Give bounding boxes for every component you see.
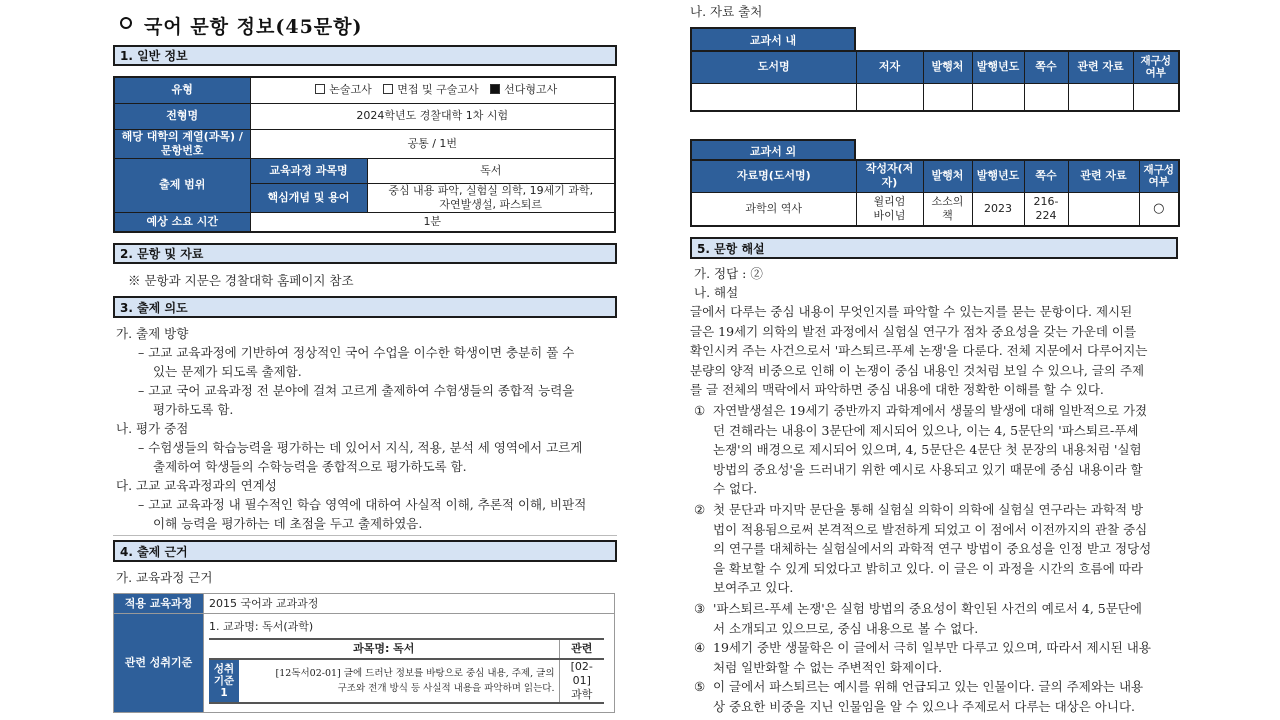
inside-textbook-tab: 교과서 내	[690, 27, 856, 51]
subject-label: 교육과정 과목명	[250, 158, 367, 183]
cell-related	[1068, 192, 1139, 226]
related-header: 관련	[571, 642, 593, 655]
table-row	[114, 158, 615, 183]
answer: 가. 정답 : ②	[694, 266, 763, 281]
type-label: 유형	[114, 77, 250, 103]
course-line: 1. 교과명: 독서(과학)	[209, 620, 314, 633]
cell	[856, 83, 923, 111]
col-header: 발행처	[923, 51, 972, 83]
cell-title: 과학의 역사	[691, 192, 856, 226]
cell	[691, 83, 856, 111]
cell	[1024, 83, 1068, 111]
standard-cell	[204, 614, 615, 713]
table-row	[209, 659, 604, 703]
curriculum-table	[113, 593, 615, 713]
cell-pages: 216-224	[1024, 192, 1068, 226]
table-row	[114, 614, 615, 713]
table-row	[114, 594, 615, 614]
standard-label: 관련 성취기준	[114, 614, 204, 713]
general-info-table	[113, 76, 616, 233]
col-header: 재구성 여부	[1139, 160, 1179, 192]
option-4-number: ④	[694, 640, 706, 655]
circle-mark-icon: ○	[1139, 192, 1179, 226]
table-row	[691, 51, 1179, 83]
col-header: 도서명	[691, 51, 856, 83]
cell-author: 윌리엄 바이넘	[856, 192, 923, 226]
cell	[1133, 83, 1179, 111]
col-header: 자료명(도서명)	[691, 160, 856, 192]
cell	[923, 83, 972, 111]
curriculum-label: 적용 교육과정	[114, 594, 204, 614]
cell	[1068, 83, 1133, 111]
basis-subtitle: 가. 교육과정 근거	[116, 570, 213, 585]
standard-tag: 성취 기준 1	[209, 659, 239, 703]
time-value: 1분	[250, 212, 615, 232]
section-header-basis: 4. 출제 근거	[113, 540, 617, 562]
subject-header: 과목명: 독서	[209, 639, 559, 659]
option-1-number: ①	[694, 403, 706, 418]
concept-label: 핵심개념 및 용어	[250, 183, 367, 212]
col-header: 관련 자료	[1068, 160, 1139, 192]
type-options: 논술고사 면접 및 구술고사 선다형고사	[250, 77, 615, 103]
section-header-intent: 3. 출제 의도	[113, 296, 617, 318]
outside-textbook-table	[690, 159, 1180, 227]
table-row	[691, 160, 1179, 192]
document-title: 국어 문항 정보(45문항)	[120, 12, 362, 39]
table-row	[114, 212, 615, 232]
col-header: 저자	[856, 51, 923, 83]
left-page: 국어 문항 정보(45문항) 1. 일반 정보 유형 논술고사 면접 및 구술고사 선다형고사 전형명 2024학년도 경찰대학 1차 시험 해당 대학의 계열(과목) / 문항번호 공통 / 1번 출제 범위 교육과정 과목명 독서 핵심개념 및 용어 중심 내용 파악, 실험실 의학, 19세기 과학, 자연발생설, 파스퇴르 예상 소요 시간 1분 2. 문항 및 자료 ※ 문항과 지문은 경찰대학 홈페이지 참조 3. 출제 의도 가. 출제 방향 – 고교 교육과정에 기반하여 정상적인 국어 수업을 이수한 학생이면 충분히 풀 수 있는 문제가 되도록 출제함. – 고교 국어 교육과정 전 분야에 걸쳐 고르게 출제하여 수험생들의 종합적 능력을 평가하도록 함. 나. 평가 중점 – 수험생들의 학습능력을 평가하는 데 있어서 지식, 적용, 분석 세 영역에서 고르게 출제하여 학생들의 수학능력을 종합적으로 평가하도록 함. 다. 고교 교육과정과의 연계성 – 고교 교육과정 내 필수적인 학습 영역에 대하여 사실적 이해, 추론적 이해, 비판적 이해 능력을 평가하는 데 초점을 두고 출제하였음. 4. 출제 근거 가. 교육과정 근거 적용 교육과정 2015 국어과 교과과정 관련 성취기준 1. 교과명: 독서(과학) 과목명: 독서 관련 성취 기준 1 [12독서02-01] 글에 드러난 정보를 바탕으로 중심 내용, 주제, 글의 구조와 전개 방식 등 사실적 내용을 파악하며 읽는다. [02-01] 과학	[100, 0, 640, 720]
col-header: 쪽수	[1024, 160, 1068, 192]
col-header: 발행처	[923, 160, 972, 192]
checkbox-unchecked-icon[interactable]	[315, 84, 325, 94]
dept-value: 공통 / 1번	[250, 129, 615, 158]
scope-label: 출제 범위	[114, 158, 250, 212]
right-page: 나. 자료 출처 교과서 내 도서명 저자 발행처 발행년도 쪽수 관련 자료 재구성 여부 교과서 외 자료명(도서명) 작성자(저자) 발행처 발행년도 쪽수 관련 자료 재구성 여부 과학의 역사 윌리엄 바이넘 소소의책 2023 216-224 ○ 5. 문항 해설 가. 정답 : ② 나. 해설 글에서 다루는 중심 내용이 무엇인지를 파악할 수 있는지를 묻는 문항이다. 제시된 글은 19세기 의학의 발전 과정에서 실험실 연구가 점차 중요성을 갖는 가운데 이를 확인시켜 주는 사건으로서 '파스퇴르-푸셰 논쟁'을 다룬다. 전체 지문에서 다루어지는 분량의 양적 비중으로 인해 이 논쟁이 중심 내용인 것처럼 보일 수 있으나, 글의 주제 를 글 전체의 맥락에서 파악하면 중심 내용에 대한 정확한 이해를 할 수 있다. ① 자연발생설은 19세기 중반까지 과학계에서 생물의 발생에 대해 일반적으로 가졌 던 견해라는 내용이 3문단에 제시되어 있으나, 이는 4, 5문단의 '파스퇴르-푸셰 논쟁'의 배경으로 제시되어 있으며, 4, 5문단은 4문단 첫 문장의 내용처럼 '실험 방법의 중요성'을 드러내기 위한 예시로 사용되고 있기 때문에 중심 내용이라 할 수 없다. ② 첫 문단과 마지막 문단을 통해 실험실 의학이 의학에 실험실 연구라는 과학적 방 법이 적용됨으로써 본격적으로 발전하게 되었고 이 점에서 이전까지의 관찰 중심 의 연구를 대체하는 실험실에서의 과학적 연구 방법이 중요성을 인정 받고 정당성 을 확보할 수 있게 되었다고 밝히고 있다. 이 글은 이 과정을 시간의 흐름에 따라 보여주고 있다. ③ '파스퇴르-푸셰 논쟁'은 실험 방법의 중요성이 확인된 사건의 예로서 4, 5문단에 서 소개되고 있으므로, 중심 내용으로 볼 수 없다. ④ 19세기 중반 생물학은 이 글에서 극히 일부만 다루고 있으며, 따라서 제시된 내용 처럼 일반화할 수 없는 주변적인 화제이다. ⑤ 이 글에서 파스퇴르는 예시를 위해 언급되고 있는 인물이다. 글의 주제와는 내용 상 중요한 비중을 지닌 인물임을 알 수 있으나 주제로서 다루는 대상은 아니다.	[668, 0, 1212, 720]
inside-textbook-table	[690, 50, 1180, 112]
curriculum-value: 2015 국어과 교과과정	[204, 594, 615, 614]
col-header: 관련 자료	[1068, 51, 1133, 83]
section-header-materials: 2. 문항 및 자료	[113, 243, 617, 264]
option-5-number: ⑤	[694, 679, 706, 694]
materials-note: ※ 문항과 지문은 경찰대학 홈페이지 참조	[128, 273, 354, 288]
col-header: 작성자(저자)	[856, 160, 923, 192]
circle-bullet-icon	[120, 17, 132, 29]
cell	[972, 83, 1024, 111]
divider	[113, 535, 617, 536]
col-header: 발행년도	[972, 160, 1024, 192]
subject-value: 독서	[367, 158, 615, 183]
standard-text: [12독서02-01] 글에 드러난 정보를 바탕으로 중심 내용, 주제, 글의 구조와 전개 방식 등 사실적 내용을 파악하며 읽는다.	[239, 659, 559, 703]
exam-value: 2024학년도 경찰대학 1차 시험	[250, 103, 615, 129]
outside-textbook-tab: 교과서 외	[690, 139, 856, 160]
exam-label: 전형명	[114, 103, 250, 129]
section-header-explanation: 5. 문항 해설	[690, 237, 1178, 259]
dept-label: 해당 대학의 계열(과목) / 문항번호	[114, 129, 250, 158]
cell-publisher: 소소의책	[923, 192, 972, 226]
cell-year: 2023	[972, 192, 1024, 226]
col-header: 발행년도	[972, 51, 1024, 83]
table-row	[691, 192, 1179, 226]
related-code: [02-01] 과학	[570, 660, 593, 701]
col-header: 쪽수	[1024, 51, 1068, 83]
time-label: 예상 소요 시간	[114, 212, 250, 232]
concept-value: 중심 내용 파악, 실험실 의학, 19세기 과학, 자연발생설, 파스퇴르	[367, 183, 615, 212]
standard-inner-table	[209, 638, 604, 704]
table-row	[114, 77, 615, 103]
table-row	[114, 103, 615, 129]
section-header-general: 1. 일반 정보	[113, 45, 617, 66]
col-header: 재구성 여부	[1133, 51, 1179, 83]
checkbox-unchecked-icon[interactable]	[383, 84, 393, 94]
source-title: 나. 자료 출처	[690, 4, 763, 19]
table-row	[209, 639, 604, 659]
checkbox-checked-icon[interactable]	[490, 84, 500, 94]
option-2-number: ②	[694, 502, 706, 517]
option-3-number: ③	[694, 601, 706, 616]
table-row	[114, 129, 615, 158]
table-row	[691, 83, 1179, 111]
